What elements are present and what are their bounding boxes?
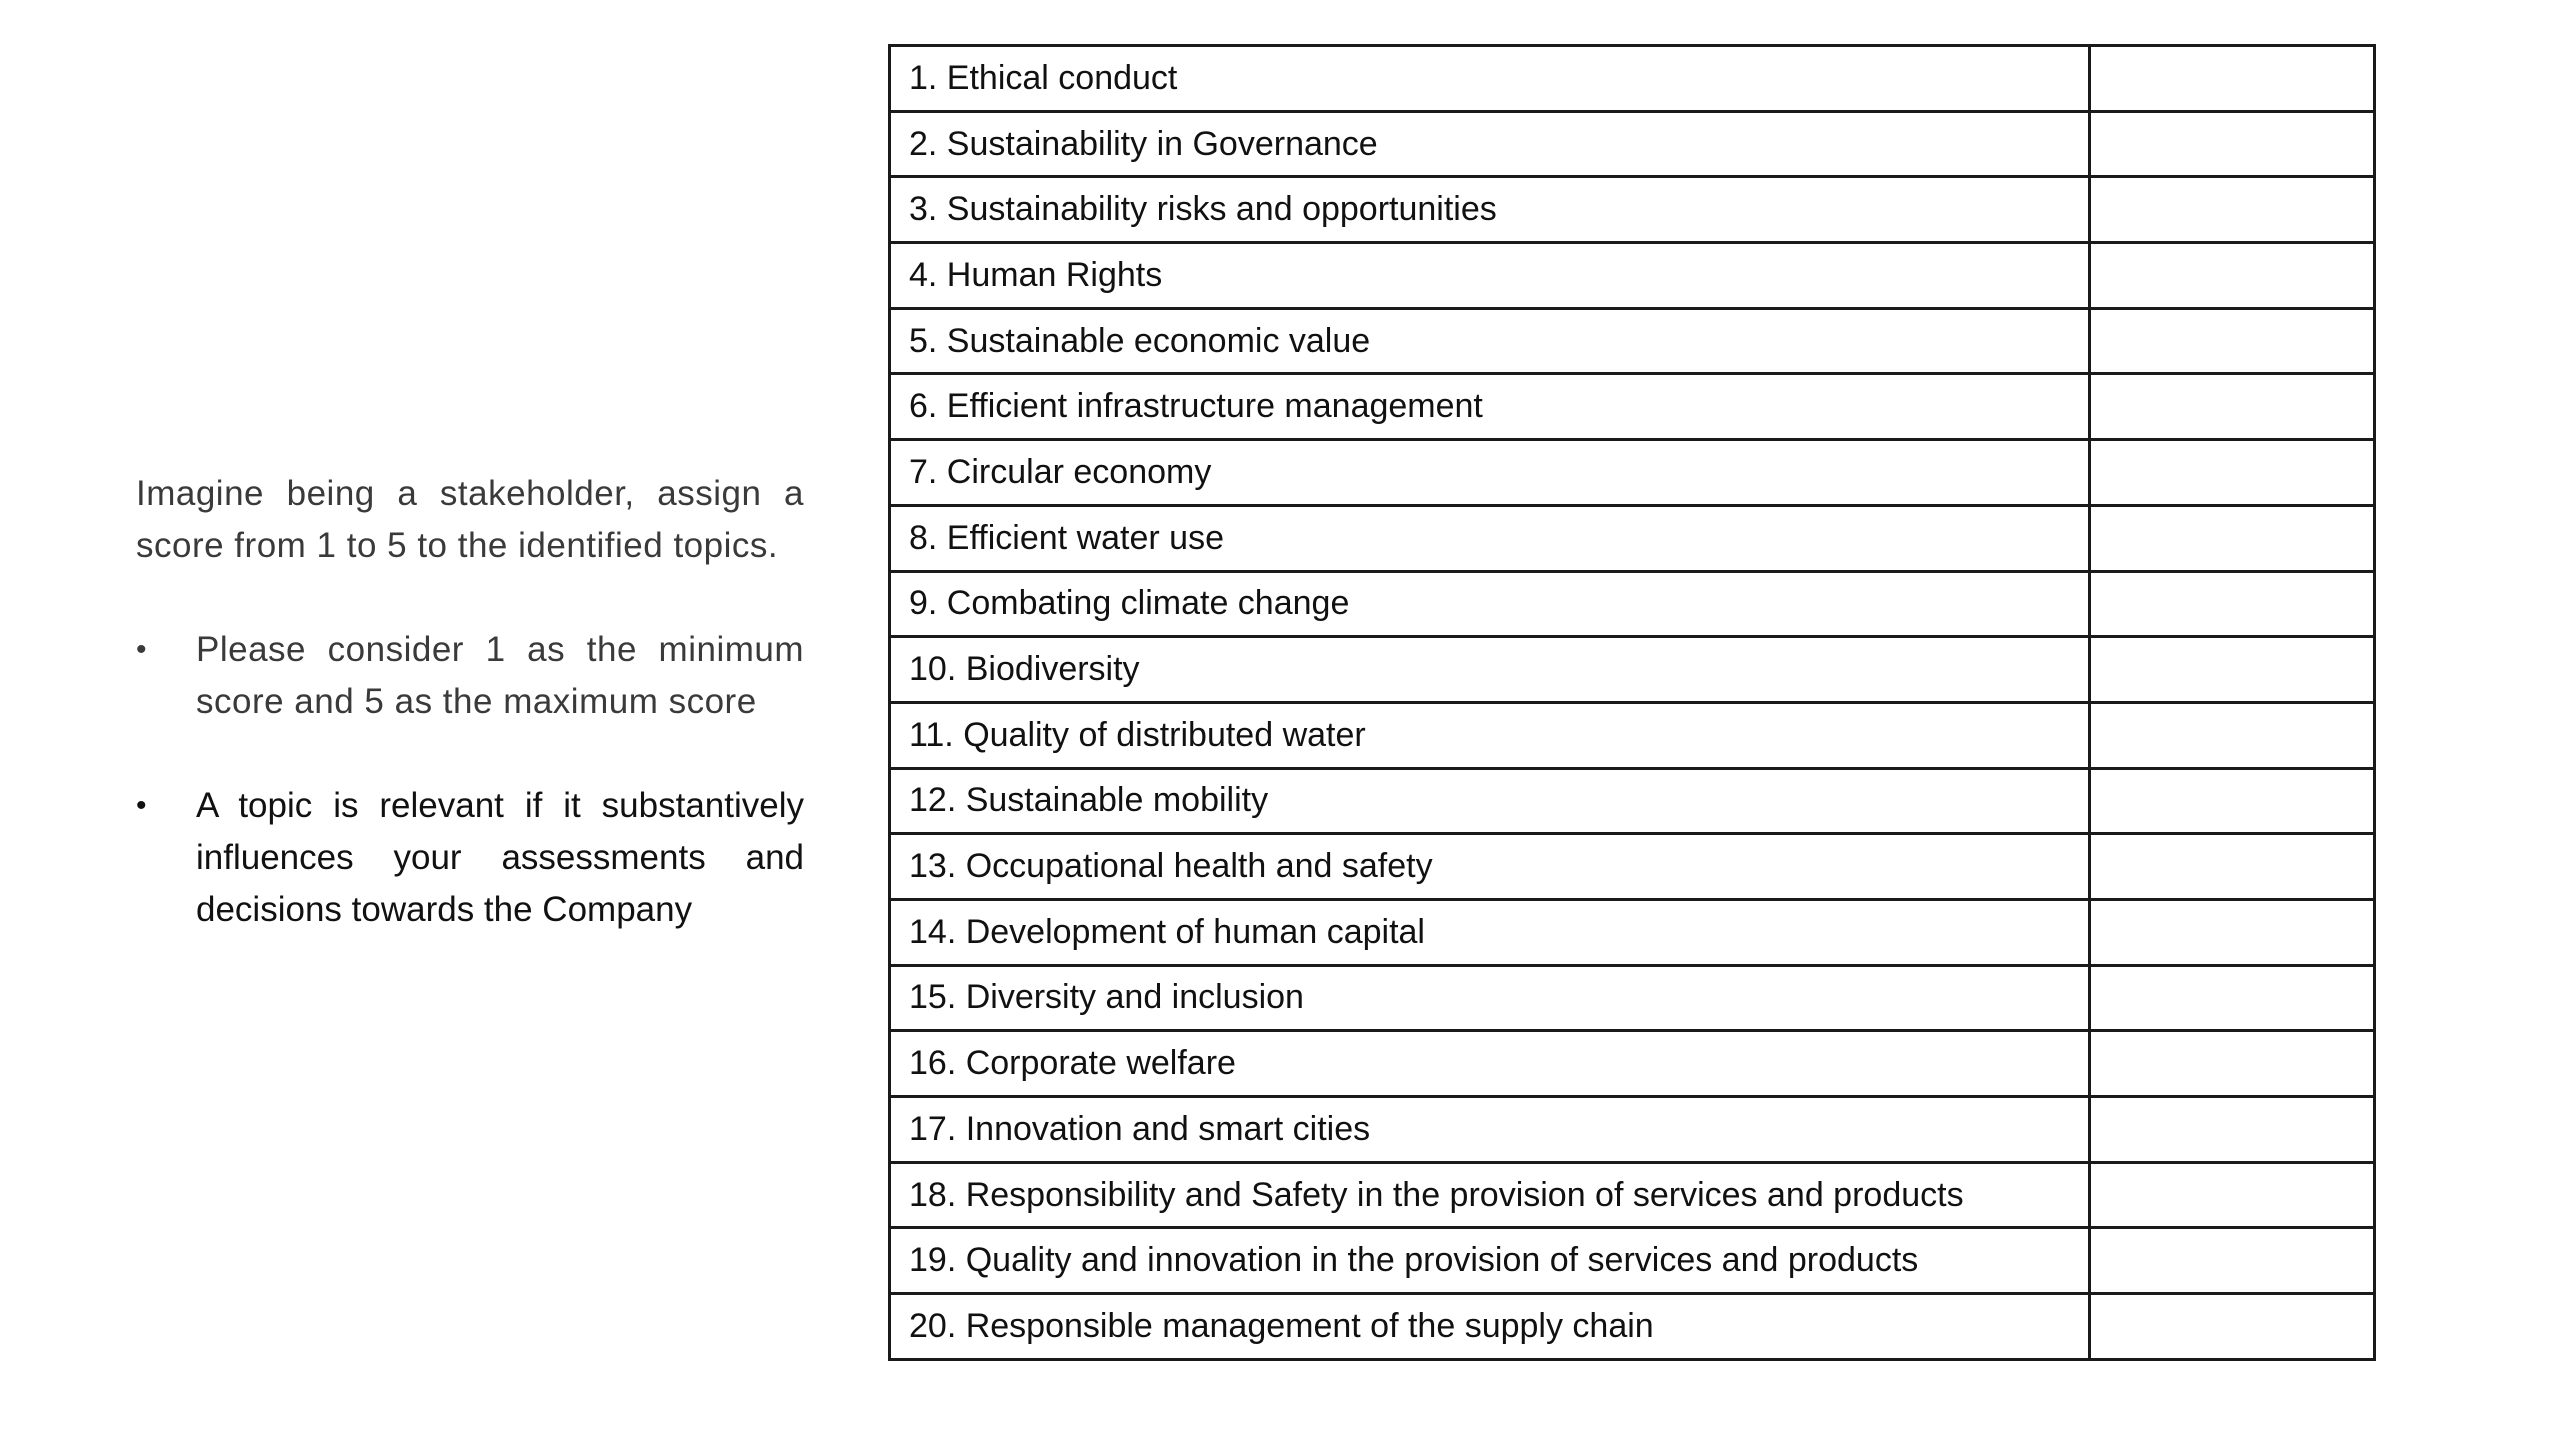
topic-label: 4. Human Rights bbox=[890, 243, 2090, 309]
table-row bbox=[890, 965, 2375, 1031]
score-cell[interactable] bbox=[2090, 1228, 2375, 1294]
table-row bbox=[890, 440, 2375, 506]
score-cell[interactable] bbox=[2090, 1031, 2375, 1097]
score-cell[interactable] bbox=[2090, 1097, 2375, 1163]
score-cell[interactable] bbox=[2090, 702, 2375, 768]
topic-label: 15. Diversity and inclusion bbox=[890, 965, 2090, 1031]
topics-score-table bbox=[888, 44, 2376, 1361]
instruction-bullets bbox=[136, 624, 804, 936]
topic-label: 2. Sustainability in Governance bbox=[890, 111, 2090, 177]
topic-label: 16. Corporate welfare bbox=[890, 1031, 2090, 1097]
table-row bbox=[890, 374, 2375, 440]
topic-label: 12. Sustainable mobility bbox=[890, 768, 2090, 834]
topic-label: 20. Responsible management of the supply chain bbox=[890, 1294, 2090, 1360]
score-cell[interactable] bbox=[2090, 374, 2375, 440]
bullet-relevance bbox=[136, 780, 804, 936]
score-cell[interactable] bbox=[2090, 1294, 2375, 1360]
topic-label: 11. Quality of distributed water bbox=[890, 702, 2090, 768]
intro-text: Imagine being a stakeholder, assign a score from 1 to 5 to the identified topics. bbox=[136, 474, 804, 565]
topic-label: 17. Innovation and smart cities bbox=[890, 1097, 2090, 1163]
bullet-relevance-text: A topic is relevant if it substantively influences your assessments and decisions towards the Company bbox=[196, 786, 804, 929]
table-row bbox=[890, 1097, 2375, 1163]
topic-label: 13. Occupational health and safety bbox=[890, 834, 2090, 900]
topic-label: 1. Ethical conduct bbox=[890, 46, 2090, 112]
topic-label: 10. Biodiversity bbox=[890, 637, 2090, 703]
table-row bbox=[890, 899, 2375, 965]
table-row bbox=[890, 1228, 2375, 1294]
score-cell[interactable] bbox=[2090, 965, 2375, 1031]
table-row bbox=[890, 834, 2375, 900]
topic-label: 8. Efficient water use bbox=[890, 505, 2090, 571]
score-cell[interactable] bbox=[2090, 899, 2375, 965]
instructions-panel bbox=[136, 468, 804, 936]
table-row bbox=[890, 46, 2375, 112]
topic-label: 6. Efficient infrastructure management bbox=[890, 374, 2090, 440]
topic-label: 3. Sustainability risks and opportunities bbox=[890, 177, 2090, 243]
table-row bbox=[890, 243, 2375, 309]
score-cell[interactable] bbox=[2090, 440, 2375, 506]
score-cell[interactable] bbox=[2090, 308, 2375, 374]
score-cell[interactable] bbox=[2090, 637, 2375, 703]
score-cell[interactable] bbox=[2090, 1162, 2375, 1228]
score-cell[interactable] bbox=[2090, 834, 2375, 900]
table-row bbox=[890, 177, 2375, 243]
bullet-score-range-text: Please consider 1 as the minimum score and 5 as the maximum score bbox=[196, 630, 804, 721]
topic-label: 19. Quality and innovation in the provision of services and products bbox=[890, 1228, 2090, 1294]
bullet-dot-icon: • bbox=[136, 789, 147, 822]
topics-table-body bbox=[890, 46, 2375, 1360]
table-row bbox=[890, 1031, 2375, 1097]
table-row bbox=[890, 637, 2375, 703]
table-row bbox=[890, 1294, 2375, 1360]
bullet-dot-icon: • bbox=[136, 633, 148, 666]
table-row bbox=[890, 505, 2375, 571]
table-row bbox=[890, 768, 2375, 834]
topic-label: 5. Sustainable economic value bbox=[890, 308, 2090, 374]
table-row bbox=[890, 111, 2375, 177]
bullet-score-range bbox=[136, 624, 804, 728]
score-cell[interactable] bbox=[2090, 46, 2375, 112]
score-cell[interactable] bbox=[2090, 243, 2375, 309]
topic-label: 9. Combating climate change bbox=[890, 571, 2090, 637]
table-row bbox=[890, 308, 2375, 374]
table-row bbox=[890, 702, 2375, 768]
topic-label: 18. Responsibility and Safety in the provision of services and products bbox=[890, 1162, 2090, 1228]
topic-label: 14. Development of human capital bbox=[890, 899, 2090, 965]
score-cell[interactable] bbox=[2090, 505, 2375, 571]
score-cell[interactable] bbox=[2090, 768, 2375, 834]
table-row bbox=[890, 1162, 2375, 1228]
table-row bbox=[890, 571, 2375, 637]
topic-label: 7. Circular economy bbox=[890, 440, 2090, 506]
score-cell[interactable] bbox=[2090, 111, 2375, 177]
score-cell[interactable] bbox=[2090, 571, 2375, 637]
score-cell[interactable] bbox=[2090, 177, 2375, 243]
